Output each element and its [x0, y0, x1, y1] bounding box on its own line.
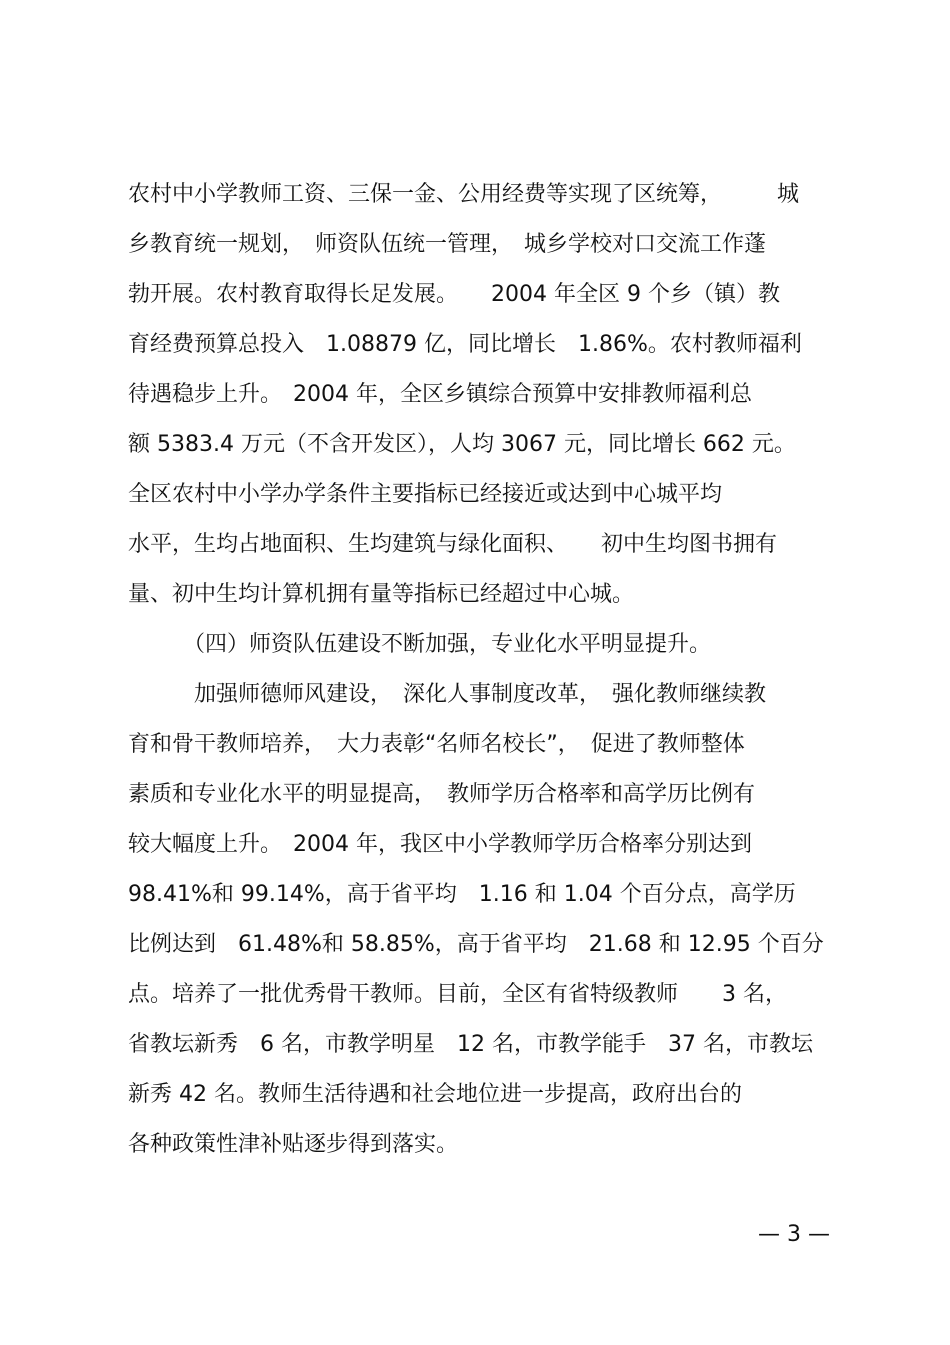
- text-line: 水平，生均占地面积、生均建筑与绿化面积、 初中生均图书拥有: [128, 532, 778, 557]
- text-line: 98.41%和 99.14%，高于省平均 1.16 和 1.04 个百分点，高学历: [128, 882, 796, 907]
- text-line: 加强师德师风建设， 深化人事制度改革， 强化教师继续教: [128, 682, 767, 707]
- text-line: 比例达到 61.48%和 58.85%，高于省平均 21.68 和 12.95 个百分: [128, 932, 824, 957]
- text-line: 额 5383.4 万元（不含开发区），人均 3067 元，同比增长 662 元。: [128, 432, 796, 457]
- text-line: 育经费预算总投入 1.08879 亿，同比增长 1.86%。农村教师福利: [128, 332, 802, 357]
- text-line: 省教坛新秀 6 名，市教学明星 12 名，市教学能手 37 名，市教坛: [128, 1032, 813, 1057]
- text-line: 勃开展。农村教育取得长足发展。 2004 年全区 9 个乡（镇）教: [128, 282, 780, 307]
- page-number: — 3 —: [758, 1222, 830, 1247]
- text-line: 素质和专业化水平的明显提高， 教师学历合格率和高学历比例有: [128, 782, 756, 807]
- text-line: 育和骨干教师培养， 大力表彰“名师名校长”， 促进了教师整体: [128, 732, 745, 757]
- text-line: 点。培养了一批优秀骨干教师。目前，全区有省特级教师 3 名，: [128, 982, 787, 1007]
- text-line: 各种政策性津补贴逐步得到落实。: [128, 1132, 459, 1157]
- text-line: 量、初中生均计算机拥有量等指标已经超过中心城。: [128, 582, 635, 607]
- text-line: 较大幅度上升。 2004 年，我区中小学教师学历合格率分别达到: [128, 832, 752, 857]
- text-line: 待遇稳步上升。 2004 年，全区乡镇综合预算中安排教师福利总: [128, 382, 752, 407]
- text-line: 新秀 42 名。教师生活待遇和社会地位进一步提高，政府出台的: [128, 1082, 742, 1107]
- section-heading: （四）师资队伍建设不断加强，专业化水平明显提升。: [128, 632, 712, 657]
- text-line: 农村中小学教师工资、三保一金、公用经费等实现了区统筹， 城: [128, 182, 800, 207]
- text-line: 乡教育统一规划， 师资队伍统一管理， 城乡学校对口交流工作蓬: [128, 232, 767, 257]
- body-text: [128, 170, 830, 1170]
- text-line: 全区农村中小学办学条件主要指标已经接近或达到中心城平均: [128, 482, 723, 507]
